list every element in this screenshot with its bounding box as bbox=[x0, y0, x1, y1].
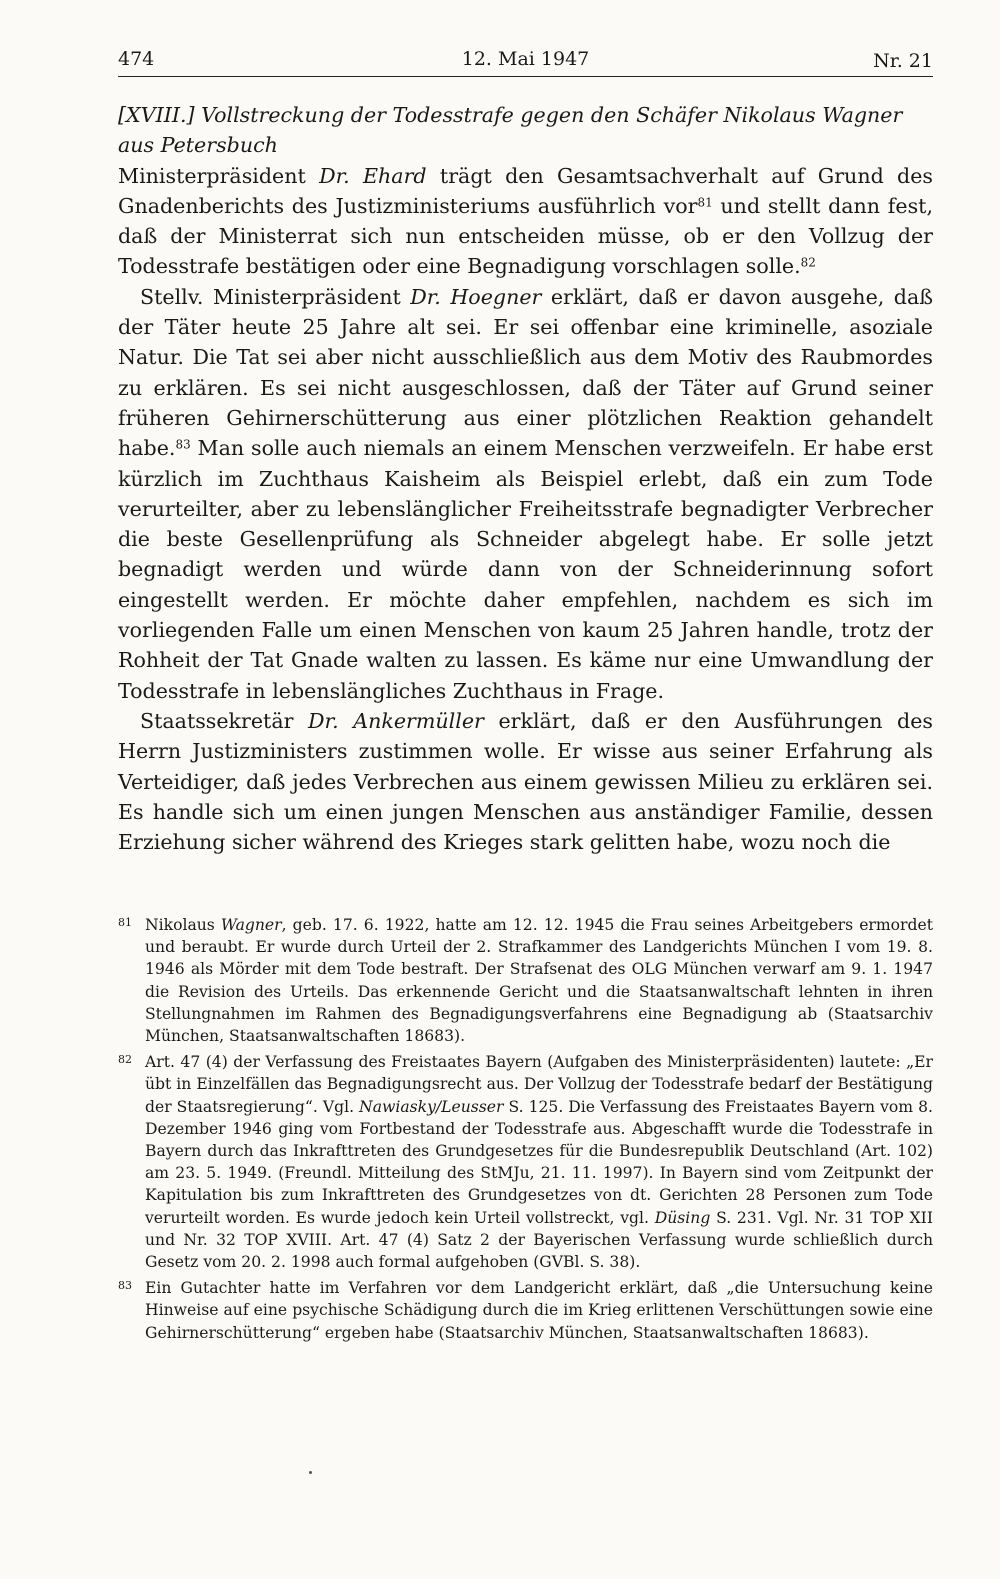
text-run: trägt den Gesamtsachverhalt auf Grund des Gnadenberichts des Justizministeriums ausführlich vor bbox=[118, 163, 933, 218]
footnote-number: 83 bbox=[118, 1279, 132, 1293]
text-run: Nikolaus bbox=[145, 916, 221, 934]
footnote-number: 81 bbox=[118, 916, 132, 929]
section-title-line1: [XVIII.] Vollstreckung der Todesstrafe gegen den Schäfer Nikolaus Wagner bbox=[118, 103, 903, 127]
person-name: Wagner bbox=[220, 916, 282, 934]
text-run: Art. 47 (4) der Verfassung des Freistaates Bayern (Aufgaben des Ministerpräsidenten) lautete: „Er übt in Einzelfällen das Begnadigungsrecht aus. Der Vollzug der Todesstrafe bedarf der Bestätigung der Staatsregierung“. Vgl. bbox=[145, 1053, 933, 1116]
footnote-83 bbox=[118, 1277, 933, 1344]
footnote-82 bbox=[118, 1051, 933, 1273]
text-run: erklärt, daß er den Ausführungen des Herrn Justizministers zustimmen wolle. Er wisse aus seiner Erfahrung als Verteidiger, daß jedes Verbrechen aus einem gewissen Milieu zu erklären sei. Es handle sich um einen jungen Menschen aus anständiger Familie, dessen Erziehung sicher während des Krieges stark gelitten habe, wozu noch die bbox=[118, 708, 933, 855]
running-header bbox=[118, 44, 933, 77]
paragraph-hoegner bbox=[118, 282, 933, 706]
text-run: Ministerpräsident bbox=[118, 163, 320, 188]
header-date: 12. Mai 1947 bbox=[461, 48, 590, 70]
text-run: Stellv. Ministerpräsident bbox=[140, 284, 411, 309]
footnote-number: 82 bbox=[118, 1053, 132, 1067]
person-name: Dr. Ehard bbox=[319, 163, 427, 188]
text-run: Staatssekretär bbox=[140, 708, 309, 733]
section-title bbox=[118, 100, 933, 161]
text-run: Man solle auch niemals an einem Menschen verzweifeln. Er habe erst kürzlich im Zuchthaus Kaisheim als Beispiel erlebt, daß ein zum Tode verurteilter, aber zu lebenslänglicher Freiheitsstrafe begnadigter Verbrecher die beste Gesellenprüfung als Schneider abgelegt habe. Er solle jetzt begnadigt werden und würde dann von der Schneiderinnung sofort eingestellt werden. Er möchte daher empfehlen, nachdem es sich im vorliegenden Falle um einen Menschen von kaum 25 Jahren handle, trotz der Rohheit der Tat Gnade walten zu lassen. Es käme nur eine Umwandlung der Todesstrafe in lebenslängliches Zuchthaus in Frage. bbox=[118, 436, 933, 703]
page-speck bbox=[309, 1471, 312, 1474]
footnote-ref-81[interactable]: 81 bbox=[697, 195, 713, 210]
section-title-line2: aus Petersbuch bbox=[118, 133, 278, 158]
footnotes bbox=[118, 914, 933, 1348]
citation-author: Nawiasky/Leusser bbox=[359, 1097, 504, 1116]
header-issue-number: Nr. 21 bbox=[873, 50, 933, 72]
footnote-81 bbox=[118, 914, 933, 1047]
page-number: 474 bbox=[118, 48, 155, 70]
person-name: Dr. Hoegner bbox=[410, 284, 542, 309]
text-run: und stellt dann fest, daß der Ministerrat sich nun entscheiden müsse, ob er den Vollzug der Todesstrafe bestätigen oder eine Begnadigung vorschlagen solle. bbox=[118, 193, 933, 279]
citation-author: Düsing bbox=[654, 1208, 711, 1227]
footnote-ref-83[interactable]: 83 bbox=[175, 437, 191, 452]
footnote-ref-82[interactable]: 82 bbox=[800, 255, 816, 270]
text-run: Ein Gutachter hatte im Verfahren vor dem Landgericht erklärt, daß „die Untersuchung keine Hinweise auf eine psychische Schädigung durch die im Krieg erlittenen Verschüttungen sowie eine Gehirnerschütterung“ ergeben habe (Staatsarchiv München, Staatsanwaltschaften 18683). bbox=[145, 1279, 933, 1342]
text-run: , geb. 17. 6. 1922, hatte am 12. 12. 1945 die Frau seines Arbeitgebers ermordet und beraubt. Er wurde durch Urteil der 2. Strafkammer des Landgerichts München I vom 19. 8. 1946 als Mörder mit dem Tode bestraft. Der Strafsenat des OLG München verwarf am 9. 1. 1947 die Revision des Urteils. Das erkennende Gericht und die Staatsanwaltschaft lehnten in ihren Stellungnahmen im Rahmen des Begnadigungsverfahrens eine Begnadigung ab (Staatsarchiv München, Staatsanwaltschaften 18683). bbox=[145, 916, 933, 1046]
paragraph-ehard bbox=[118, 161, 933, 282]
text-run: S. 231. Vgl. Nr. 31 TOP XII und Nr. 32 TOP XVIII. Art. 47 (4) Satz 2 der Bayerischen Verfassung wurde schließlich durch Gesetz vom 20. 2. 1998 auch formal aufgehoben (GVBl. S. 38). bbox=[145, 1208, 933, 1272]
paragraph-ankermueller bbox=[118, 706, 933, 857]
text-run: S. 125. Die Verfassung des Freistaates Bayern vom 8. Dezember 1946 ging vom Fortbestand der Todesstrafe aus. Abgeschafft wurde die Todesstrafe in Bayern durch das Inkrafttreten des Grundgesetzes für die Bundesrepublik Deutschland (Art. 102) am 23. 5. 1949. (Freundl. Mitteilung des StMJu, 21. 11. 1997). In Bayern sind vom Zeitpunkt der Kapitulation bis zum Inkrafttreten des Grundgesetzes von dt. Gerichten 28 Personen zum Tode verurteilt worden. Es wurde jedoch kein Urteil vollstreckt, vgl. bbox=[145, 1097, 933, 1227]
text-run: erklärt, daß er davon ausgehe, daß der Täter heute 25 Jahre alt sei. Er sei offenbar eine kriminelle, asoziale Natur. Die Tat sei aber nicht ausschließlich aus dem Motiv des Raubmordes zu erklären. Es sei nicht ausgeschlossen, daß der Täter auf Grund seiner früheren Gehirnerschütterung aus einer plötzlichen Reaktion gehandelt habe. bbox=[118, 284, 933, 461]
main-text bbox=[118, 100, 933, 857]
person-name: Dr. Ankermüller bbox=[308, 708, 484, 733]
